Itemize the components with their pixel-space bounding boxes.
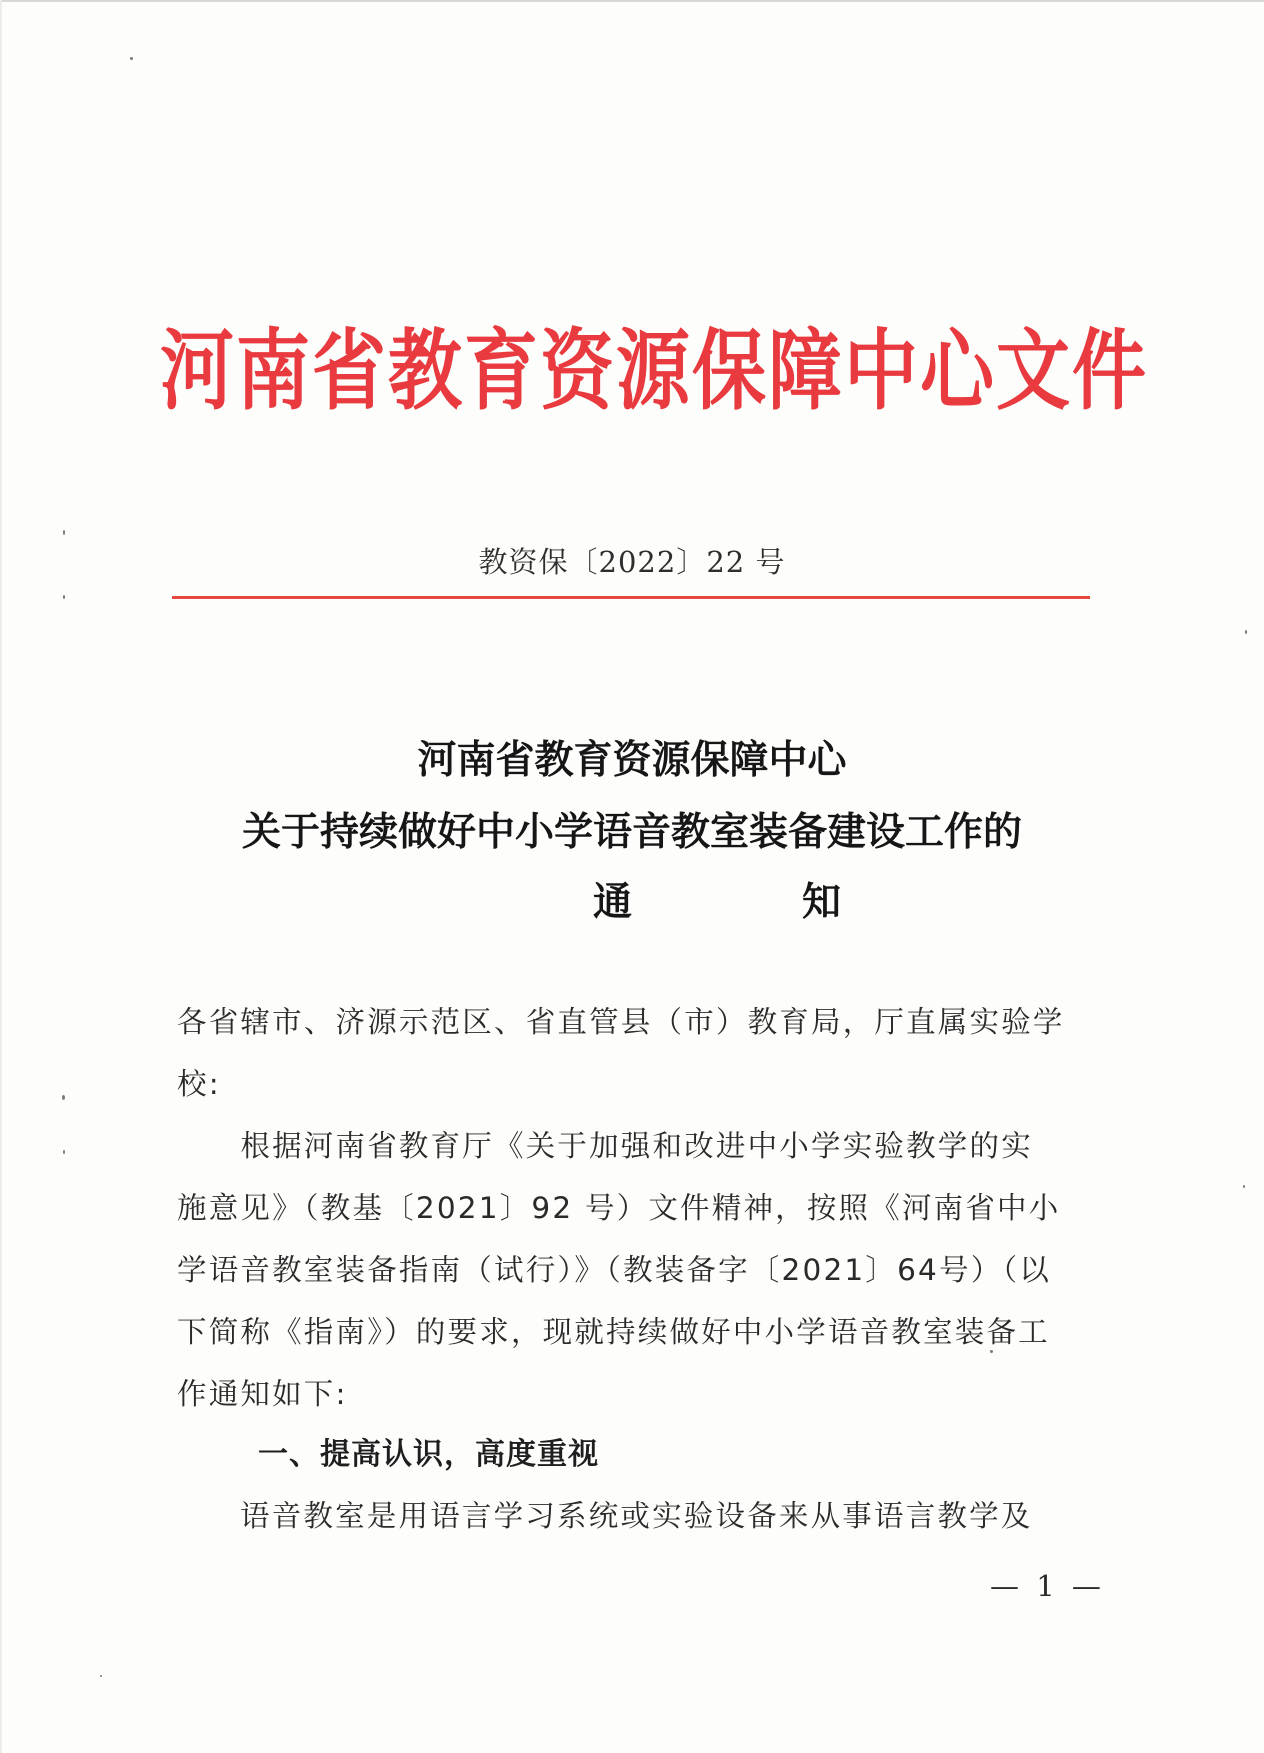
body-line: 根据河南省教育厅《关于加强和改进中小学实验教学的实 bbox=[177, 1129, 1033, 1163]
red-separator-line bbox=[172, 596, 1090, 599]
scan-speck bbox=[63, 530, 65, 535]
body-line: 学语音教室装备指南（试行）》（教装备字〔2021〕64号）（以 bbox=[177, 1253, 1052, 1287]
title-line-1: 河南省教育资源保障中心 bbox=[417, 738, 847, 783]
body-line: 各省辖市、济源示范区、省直管县（市）教育局，厅直属实验学 bbox=[177, 1005, 1065, 1039]
title-line-3: 通知 bbox=[592, 880, 1011, 925]
issuer-red-header: 河南省教育资源保障中心文件 bbox=[160, 320, 1148, 423]
document-number: 教资保〔2022〕22 号 bbox=[478, 545, 786, 579]
body-line: 施意见》（教基〔2021〕92 号）文件精神，按照《河南省中小 bbox=[177, 1191, 1061, 1225]
body-line: 作通知如下: bbox=[177, 1377, 348, 1411]
page-number: — 1 — bbox=[990, 1569, 1105, 1603]
scan-speck bbox=[1245, 630, 1247, 634]
scan-speck bbox=[100, 1675, 102, 1677]
body-line: 下简称《指南》）的要求，现就持续做好中小学语音教室装备工 bbox=[177, 1315, 1050, 1349]
scan-speck bbox=[62, 1095, 65, 1100]
section-body-line: 语音教室是用语言学习系统或实验设备来从事语言教学及 bbox=[240, 1499, 1033, 1533]
scan-speck bbox=[1243, 1185, 1245, 1188]
scan-speck bbox=[130, 57, 133, 60]
scan-edge-top bbox=[0, 0, 1264, 2]
scan-edge-left bbox=[0, 0, 2, 1753]
title-line-2: 关于持续做好中小学语音教室装备建设工作的 bbox=[241, 810, 1022, 855]
section-heading: 一、提高认识，高度重视 bbox=[258, 1437, 599, 1472]
scan-speck bbox=[63, 1150, 65, 1154]
scan-speck bbox=[990, 1350, 993, 1353]
body-line: 校: bbox=[177, 1067, 221, 1101]
scan-speck bbox=[63, 595, 65, 599]
